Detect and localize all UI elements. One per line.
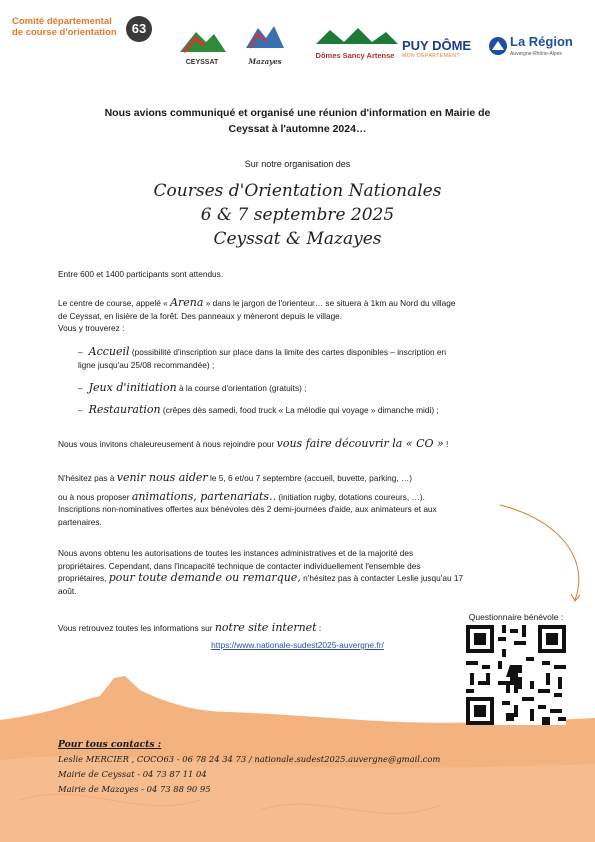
domes-mountain-icon bbox=[310, 26, 400, 46]
bullet-jeux: – Jeux d'initiation à la course d'orientation (gratuits) ; bbox=[78, 381, 307, 394]
bullet-restauration-title: Restauration bbox=[88, 403, 161, 416]
participants-text: Entre 600 et 1400 participants sont attendus. bbox=[58, 269, 224, 279]
contact-mazayes: Mairie de Mazayes - 04 73 88 90 95 bbox=[58, 784, 211, 794]
arena-post: » dans le jargon de l'orienteur… se situera à 1km au Nord du village bbox=[205, 298, 456, 308]
auth-line2: propriétaires. Cependant, dans l'incapacité technique de contacter individuellement l'ensemble des bbox=[58, 560, 421, 571]
region-sub: Auvergne-Rhône-Alpes bbox=[510, 51, 562, 57]
bullet-accueil: – Accueil (possibilité d'inscription sur place dans la limite des cartes disponibles – inscription en ligne jusqu'au 25/08 recommandée) ; bbox=[78, 345, 543, 372]
site-pre: Vous retrouvez toutes les informations sur bbox=[58, 623, 213, 633]
bullet-restauration: – Restauration (crêpes dès samedi, food truck « La mélodie qui voyage » dimanche midi) ; bbox=[78, 403, 439, 416]
orga-text: Sur notre organisation des bbox=[244, 159, 351, 169]
contact-ceyssat: Mairie de Ceyssat - 04 73 87 11 04 bbox=[58, 769, 207, 779]
auth-line4: août. bbox=[58, 585, 77, 596]
help-pre: N'hésitez pas à bbox=[58, 473, 115, 483]
site-highlight: notre site internet bbox=[214, 621, 317, 634]
invite-pre: Nous vous invitons chaleureusement à nous rejoindre pour bbox=[58, 439, 275, 449]
help-pre2: ou à nous proposer bbox=[58, 491, 130, 502]
contacts-heading: Pour tous contacts : bbox=[58, 739, 162, 750]
auth-line1: Nous avons obtenu les autorisations de toutes les instances administratives et de la majorité des bbox=[58, 548, 414, 558]
help-post2: (initiation rugby, dotations coureurs, …). bbox=[278, 491, 425, 502]
help-line4: partenaires. bbox=[58, 516, 102, 527]
auth-pre3: propriétaires, bbox=[58, 573, 107, 583]
ceyssat-logo bbox=[176, 24, 228, 64]
qr-label: Questionnaire bénévole : bbox=[468, 612, 564, 622]
region-icon bbox=[488, 36, 508, 56]
arena-pre: Le centre de course, appelé « bbox=[58, 298, 168, 308]
arena-word: Arena bbox=[170, 296, 204, 309]
badge-63: 63 bbox=[126, 16, 152, 42]
qr-code-icon[interactable] bbox=[466, 625, 566, 725]
help-post: le 5, 6 et/ou 7 septembre (accueil, buvette, parking, …) bbox=[210, 473, 412, 483]
help-line3: Inscriptions non-nominatives offertes aux bénévoles dès 2 demi-journées d'aide, aux animateurs et aux bbox=[58, 504, 437, 514]
bullet-restauration-text: (crêpes dès samedi, food truck « La mélodie qui voyage » dimanche midi) ; bbox=[162, 405, 439, 415]
bullet-accueil-title: Accueil bbox=[88, 345, 130, 358]
puy-dome-logo bbox=[402, 38, 482, 59]
auth-highlight: pour toute demande ou remarque, bbox=[108, 571, 301, 584]
ceyssat-label: CEYSSAT bbox=[185, 59, 219, 66]
intro-line2: Ceyssat à l'automne 2024… bbox=[228, 123, 367, 135]
help-paragraph bbox=[58, 472, 540, 528]
help-highlight: venir nous aider bbox=[116, 471, 208, 484]
puy-dome-label: PUY DÔME bbox=[402, 38, 472, 53]
mazayes-logo bbox=[244, 22, 286, 66]
cdco-line1: Comité départemental bbox=[12, 16, 112, 27]
invite-paragraph bbox=[58, 438, 540, 451]
arena-line3: Vous y trouverez : bbox=[58, 323, 125, 333]
region-label: La Région bbox=[510, 34, 573, 49]
auth-post3: n'hésitez pas à contacter Leslie jusqu'au 17 bbox=[303, 573, 464, 583]
event-places: Ceyssat & Mazayes bbox=[213, 229, 382, 249]
mazayes-label: Mazayes bbox=[248, 57, 282, 66]
event-title: Courses d'Orientation Nationales bbox=[153, 181, 442, 201]
bullet-jeux-title: Jeux d'initiation bbox=[88, 381, 177, 394]
puy-dome-sub: MON DÉPARTEMENT bbox=[402, 53, 460, 59]
help-highlight2: animations, partenariats.. bbox=[131, 489, 277, 503]
domes-logo bbox=[310, 26, 400, 66]
contact-leslie: Leslie MERCIER , COCO63 - 06 78 24 34 73 / nationale.sudest2025.auvergne@gmail.com bbox=[58, 754, 441, 764]
event-dates: 6 & 7 septembre 2025 bbox=[200, 205, 395, 225]
intro-line1: Nous avions communiqué et organisé une réunion d'information en Mairie de bbox=[104, 107, 491, 119]
bullet-accueil-text: (possibilité d'inscription sur place dans la limite des cartes disponibles – inscription en bbox=[131, 347, 447, 357]
auth-paragraph bbox=[58, 547, 540, 597]
intro-text bbox=[55, 105, 540, 137]
bullet-accueil-text2: ligne jusqu'au 25/08 recommandée) ; bbox=[78, 360, 215, 370]
cdco-line2: de course d'orientation bbox=[12, 27, 117, 38]
contacts-block bbox=[58, 737, 528, 797]
site-url-link[interactable]: https://www.nationale-sudest2025-auvergne.fr/ bbox=[211, 640, 384, 650]
mazayes-mountain-icon bbox=[244, 22, 286, 52]
invite-post: ! bbox=[446, 439, 449, 449]
site-post: : bbox=[318, 623, 322, 633]
ceyssat-mountain-icon bbox=[176, 24, 228, 54]
invite-highlight: vous faire découvrir la « CO » bbox=[276, 437, 444, 450]
domes-label: Dômes Sancy Artense bbox=[315, 51, 395, 60]
arena-line2: de Ceyssat, en lisière de la forêt. Des panneaux y mèneront depuis le village. bbox=[58, 310, 343, 321]
bullet-jeux-text: à la course d'orientation (gratuits) ; bbox=[178, 383, 307, 393]
arena-paragraph bbox=[58, 297, 540, 335]
